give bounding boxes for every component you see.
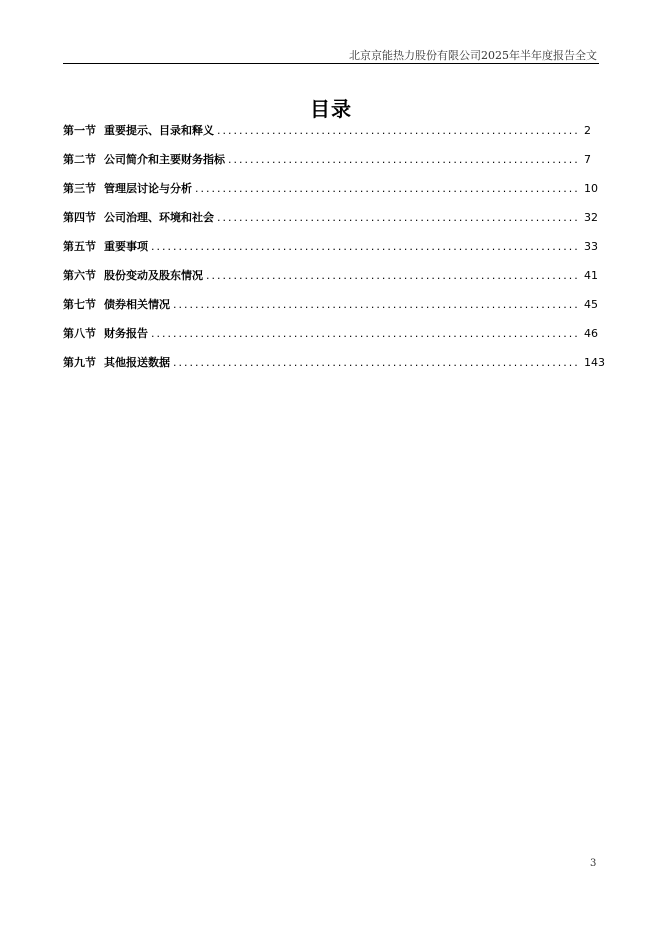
toc-heading: 重要提示、目录和释义 [104,124,214,137]
header-divider [63,63,599,64]
toc-entry-section-5[interactable] [63,238,606,267]
toc-entry-section-4[interactable] [63,209,606,238]
toc-section-label: 第八节 [63,327,96,340]
toc-entry-section-3[interactable] [63,180,606,209]
toc-section-label: 第二节 [63,153,96,166]
toc-section-label: 第九节 [63,356,96,369]
toc-leader-dots [217,209,580,226]
toc-section-label: 第三节 [63,182,96,195]
toc-page-number: 41 [584,269,598,282]
toc-entry-section-9[interactable] [63,354,606,383]
toc-leader-dots [195,180,580,197]
toc-section-label: 第五节 [63,240,96,253]
toc-leader-dots [206,267,580,284]
toc-leader-dots [151,238,580,255]
toc-page-number: 10 [584,182,598,195]
toc-heading: 公司简介和主要财务指标 [104,153,225,166]
toc-entry-section-6[interactable] [63,267,606,296]
toc-page-number: 7 [584,153,591,166]
toc-page-number: 46 [584,327,598,340]
toc-section-label: 第七节 [63,298,96,311]
toc-heading: 管理层讨论与分析 [104,182,192,195]
toc-section-label: 第六节 [63,269,96,282]
toc-heading: 其他报送数据 [104,356,170,369]
running-header: 北京京能热力股份有限公司2025年半年度报告全文 [349,49,597,62]
toc-heading: 重要事项 [104,240,148,253]
toc-leader-dots [173,296,580,313]
table-of-contents [63,122,606,383]
toc-heading: 财务报告 [104,327,148,340]
toc-entry-section-1[interactable] [63,122,606,151]
toc-page-number: 45 [584,298,598,311]
toc-entry-section-8[interactable] [63,325,606,354]
toc-leader-dots [151,325,580,342]
toc-page-number: 2 [584,124,591,137]
toc-page-number: 32 [584,211,598,224]
toc-heading: 公司治理、环境和社会 [104,211,214,224]
toc-section-label: 第一节 [63,124,96,137]
toc-heading: 股份变动及股东情况 [104,269,203,282]
toc-entry-section-2[interactable] [63,151,606,180]
toc-page-number: 143 [584,356,605,369]
page-number: 3 [590,858,597,869]
toc-leader-dots [228,151,580,168]
toc-heading: 债券相关情况 [104,298,170,311]
toc-title: 目录 [310,97,352,121]
toc-section-label: 第四节 [63,211,96,224]
toc-entry-section-7[interactable] [63,296,606,325]
toc-leader-dots [217,122,580,139]
toc-leader-dots [173,354,580,371]
toc-page-number: 33 [584,240,598,253]
